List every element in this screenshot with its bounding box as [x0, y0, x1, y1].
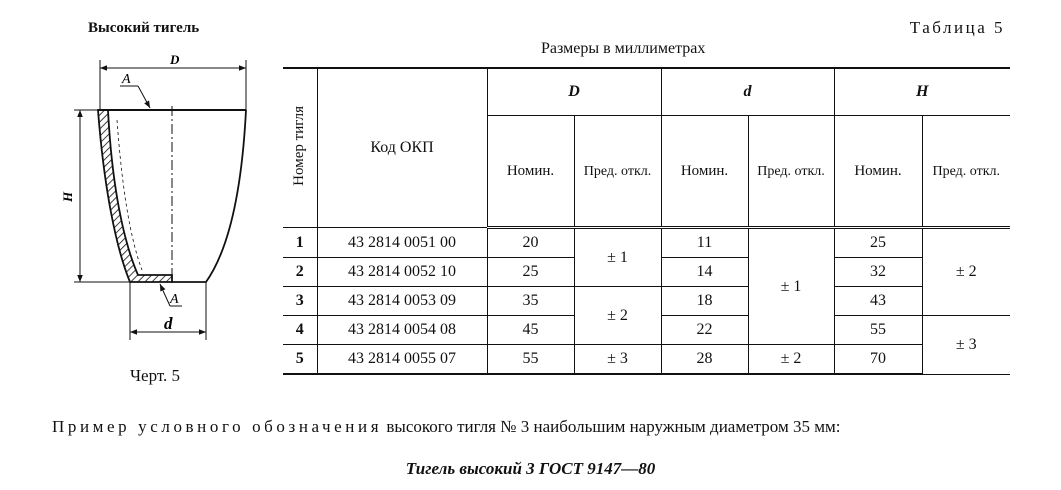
example-designation: Тигель высокий 3 ГОСТ 9147—80	[405, 459, 656, 478]
row-d-nominal: 11	[661, 228, 748, 258]
dimensions-table	[283, 67, 1010, 375]
D-tolerance-cell: ± 1	[574, 228, 661, 287]
header-H-tolerance: Пред. откл.	[922, 116, 1010, 228]
example-paragraph	[52, 417, 1012, 437]
row-d-nominal: 28	[661, 345, 748, 375]
H-tolerance-cell: ± 3	[922, 316, 1010, 375]
row-number: 3	[283, 287, 317, 316]
label-A-bottom: A	[170, 292, 179, 307]
table-label: Таблица 5	[909, 18, 1005, 37]
row-number: 2	[283, 258, 317, 287]
row-D-nominal: 20	[487, 228, 574, 258]
example-text: высокого тигля № 3 наибольшим наружным диаметром 35 мм:	[386, 417, 841, 436]
header-group-D: D	[487, 68, 661, 116]
D-tolerance-cell: ± 2	[574, 287, 661, 345]
row-H-nominal: 32	[834, 258, 922, 287]
row-D-nominal: 55	[487, 345, 574, 375]
row-D-nominal: 35	[487, 287, 574, 316]
d-tolerance-cell: ± 2	[748, 345, 834, 375]
label-H: H	[60, 191, 75, 202]
row-H-nominal: 55	[834, 316, 922, 345]
row-number: 4	[283, 316, 317, 345]
figure-title: Высокий тигель	[88, 20, 200, 36]
D-tolerance-cell: ± 3	[574, 345, 661, 375]
header-d-tolerance: Пред. откл.	[748, 116, 834, 228]
row-code: 43 2814 0054 08	[317, 316, 487, 345]
crucible-drawing	[60, 48, 260, 348]
row-d-nominal: 18	[661, 287, 748, 316]
label-A-top: A	[122, 72, 131, 87]
row-d-nominal: 22	[661, 316, 748, 345]
row-code: 43 2814 0052 10	[317, 258, 487, 287]
header-number: Номер тигля	[283, 68, 317, 228]
row-code: 43 2814 0051 00	[317, 228, 487, 258]
header-group-H: H	[834, 68, 1010, 116]
row-number: 1	[283, 228, 317, 258]
table-row	[283, 287, 1010, 316]
table-units: Размеры в миллиметрах	[541, 40, 706, 57]
table-row	[283, 228, 1010, 258]
figure-caption: Черт. 5	[130, 366, 181, 385]
header-H-nominal: Номин.	[834, 116, 922, 228]
header-D-tolerance: Пред. откл.	[574, 116, 661, 228]
row-code: 43 2814 0055 07	[317, 345, 487, 375]
H-tolerance-cell: ± 2	[922, 228, 1010, 316]
row-H-nominal: 43	[834, 287, 922, 316]
header-D-nominal: Номин.	[487, 116, 574, 228]
header-d-nominal: Номин.	[661, 116, 748, 228]
label-D: D	[170, 52, 180, 67]
row-d-nominal: 14	[661, 258, 748, 287]
header-group-d: d	[661, 68, 834, 116]
row-code: 43 2814 0053 09	[317, 287, 487, 316]
header-code: Код ОКП	[317, 68, 487, 228]
row-D-nominal: 45	[487, 316, 574, 345]
example-lead: Пример условного обозначения	[52, 417, 383, 436]
row-D-nominal: 25	[487, 258, 574, 287]
row-H-nominal: 70	[834, 345, 922, 375]
d-tolerance-cell: ± 1	[748, 228, 834, 345]
row-H-nominal: 25	[834, 228, 922, 258]
table-row	[283, 345, 1010, 375]
label-d: d	[164, 314, 173, 333]
row-number: 5	[283, 345, 317, 375]
